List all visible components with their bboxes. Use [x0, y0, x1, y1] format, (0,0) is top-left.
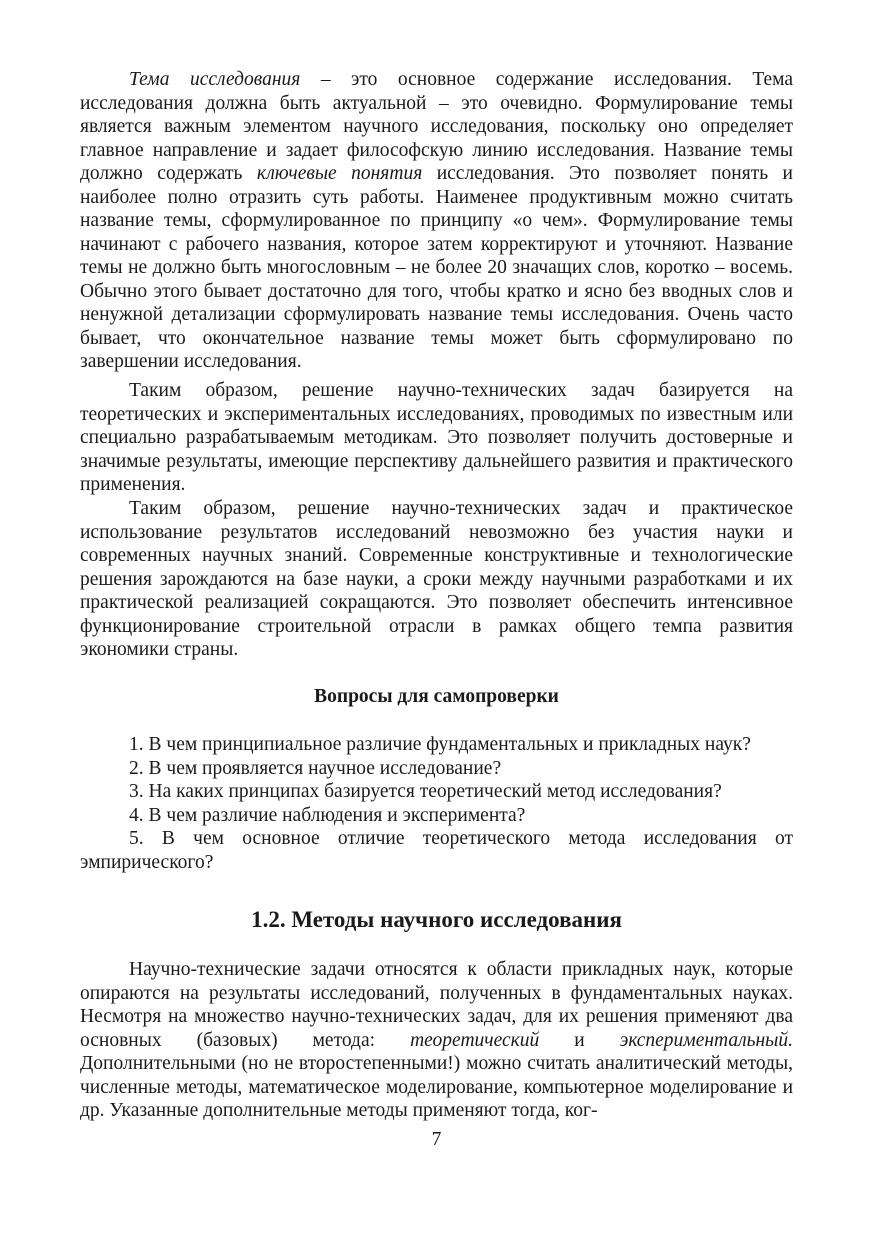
term-theoretical: теоретический — [410, 1029, 540, 1051]
paragraph-methods-text-c: Дополнительными (но не второстепенными!) можно считать аналитический методы, численные методы, математическое моделирование, компьютерное моделирование и др. Указанные дополнительные методы применяют тогда, ког- — [80, 1053, 793, 1121]
question-item: 5. В чем основное отличие теоретического метода исследования от эмпирического? — [80, 828, 793, 873]
paragraph-topic — [80, 68, 793, 374]
term-topic: Тема исследования — [129, 69, 301, 90]
question-item: 1. В чем принципиальное различие фундаментальных и прикладных наук? — [129, 734, 751, 755]
questions-list — [80, 733, 793, 874]
term-experimental: экспериментальный. — [619, 1029, 794, 1051]
question-item: 4. В чем различие наблюдения и эксперимента? — [129, 804, 526, 826]
paragraph-methods-text-a: Научно-технические задачи относятся к области прикладных наук, которые опираются на результаты исследований, полученных в фундаментальных науках. Несмотря на множество научно-технических задач, для их решения применяют два основных (базовых) метода: — [80, 959, 793, 1051]
paragraph-science-role: Таким образом, решение научно-технических задач и практическое использование результатов исследований невозможно без участия науки и современных научных знаний. Современные конструктивные и технологические решения зарождаются на базе науки, а сроки между научными разработками и их практической реализацией сокращаются. Это позволяет обеспечить интенсивное функционирование строительной отрасли в рамках общего темпа развития экономики страны. — [80, 498, 793, 660]
page-number: 7 — [431, 1129, 442, 1150]
paragraph-methods — [80, 958, 793, 1123]
paragraph-methods-text-b: и — [539, 1029, 620, 1051]
section-title: 1.2. Методы научного исследования — [251, 907, 622, 932]
question-item: 2. В чем проявляется научное исследование? — [129, 757, 502, 779]
paragraph-topic-text-b: исследования. Это позволяет понять и наиболее полно отразить суть работы. Наименее продуктивным можно считать название темы, сформулированное по принципу «о чем». Формулирование темы начинают с рабочего названия, которое затем корректируют и уточняют. Название темы не должно быть многословным – не более 20 значащих слов, коротко – восемь. Обычно этого бывает достаточно для того, чтобы кратко и ясно без вводных слов и ненужной детализации сформулировать название темы исследования. Очень часто бывает, что окончательное название темы может быть сформулировано по завершении исследования. — [80, 163, 793, 372]
term-key-concepts: ключевые понятия — [256, 163, 423, 184]
questions-heading: Вопросы для самопроверки — [314, 686, 559, 707]
paragraph-topic-text-a: – это основное содержание исследования. Тема исследования должна быть актуальной – это очевидно. Формулирование темы является важным элементом научного исследования, поскольку оно определяет главное направление и задает философскую линию исследования. Название темы должно содержать — [80, 69, 794, 184]
paragraph-tasks-basis: Таким образом, решение научно-технических задач базируется на теоретических и экспериментальных исследованиях, проводимых по известным или специально разрабатываемым методикам. Это позволяет получить достоверные и значимые результаты, имеющие перспективу дальнейшего развития и практического применения. — [80, 380, 793, 495]
question-item: 3. На каких принципах базируется теоретический метод исследования? — [129, 781, 722, 802]
